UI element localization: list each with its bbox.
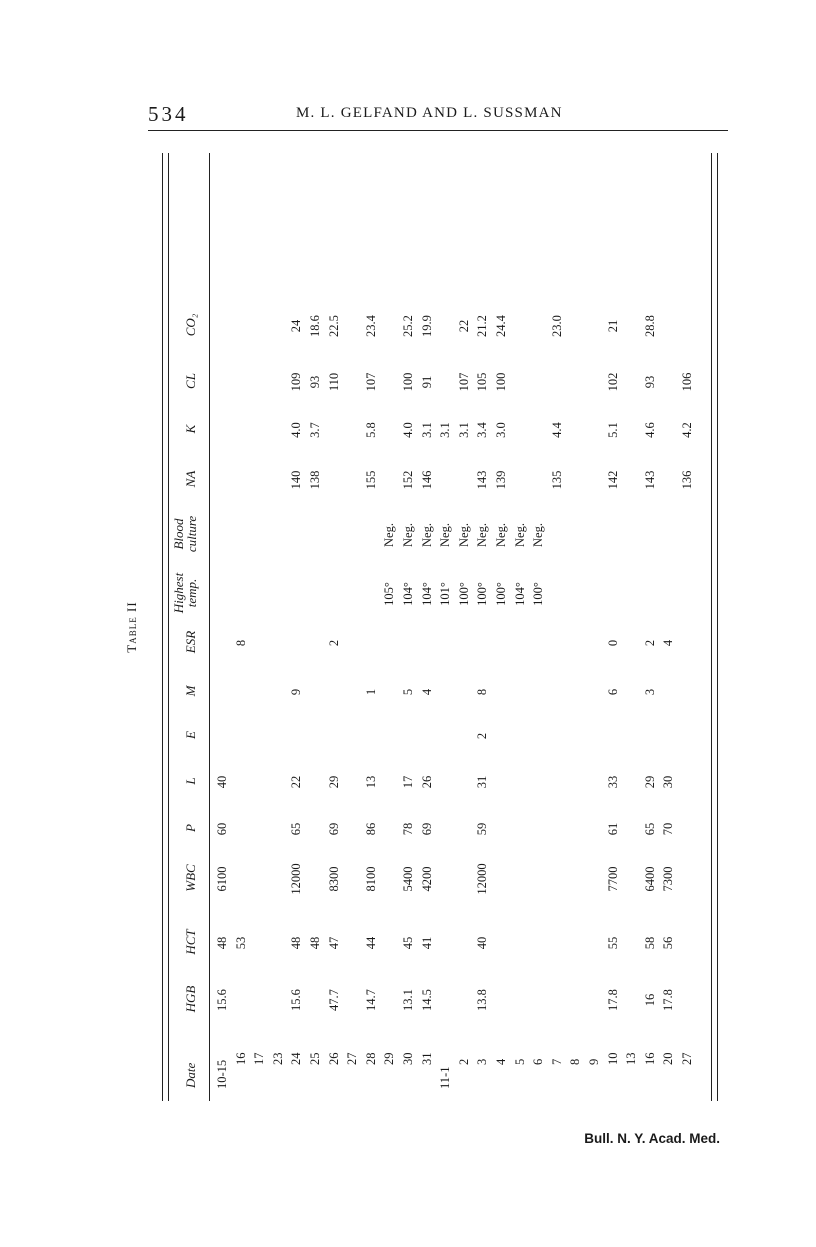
table-cell: 5	[401, 688, 415, 696]
column-header: P	[183, 824, 198, 832]
table-cell: 110	[326, 372, 341, 392]
table-cell: 107	[456, 372, 471, 392]
table-cell: 7700	[605, 866, 620, 892]
column-header: Blood culture	[171, 515, 199, 553]
table-cell: 22	[456, 319, 471, 333]
column-header: Highest temp.	[171, 572, 199, 614]
table-cell: 44	[363, 936, 378, 950]
table-cell: 48	[289, 936, 304, 950]
table-cell: 9	[289, 688, 304, 696]
table-cell: 4.0	[289, 422, 304, 438]
column-header: K	[183, 424, 198, 434]
table-cell: 135	[549, 470, 564, 490]
table-cell: 3.7	[308, 422, 322, 438]
table-cell: 3.4	[475, 422, 490, 438]
table-cell: 25.2	[401, 315, 415, 337]
date-cell: 8	[568, 1058, 583, 1065]
table-cell: 4200	[419, 866, 434, 892]
table-cell: 31	[475, 775, 490, 789]
table-cell: 3.1	[419, 422, 434, 438]
table-cell: 13	[363, 775, 378, 789]
table-cell: 70	[661, 822, 676, 836]
table-cell: 16	[642, 993, 657, 1007]
table-cell: 4.0	[401, 422, 415, 438]
table-cell: 4.6	[642, 422, 657, 438]
table-cell: 12000	[475, 863, 490, 895]
table-cell: 13.8	[475, 989, 490, 1011]
date-cell: 9	[587, 1058, 601, 1065]
column-header: L	[183, 777, 198, 785]
table-cell: 21.2	[475, 315, 490, 337]
table-cell: 4.4	[549, 422, 564, 438]
table-cell: 22.5	[326, 315, 341, 337]
table-cell: 55	[605, 936, 620, 950]
date-cell: 31	[419, 1052, 434, 1065]
column-header: CO₂	[183, 313, 198, 337]
table-cell: 30	[661, 775, 676, 789]
page-header	[148, 102, 728, 131]
table-cell: 18.6	[308, 315, 322, 337]
table-cell: 28.8	[642, 315, 657, 337]
table-cell: 40	[475, 936, 490, 950]
date-cell: 30	[401, 1052, 415, 1065]
table-cell: 40	[215, 775, 229, 789]
table-bottom-rule	[711, 153, 718, 1101]
table-cell: 8300	[326, 866, 341, 892]
table-cell: 104°	[512, 582, 527, 606]
table-cell: 14.7	[363, 989, 378, 1011]
table-cell: 17.8	[661, 989, 676, 1011]
table-cell: 3	[642, 688, 657, 696]
date-cell: 16	[233, 1052, 248, 1065]
table-cell: 8	[475, 688, 490, 696]
table-cell: 47	[326, 936, 341, 950]
date-cell: 23	[270, 1052, 285, 1065]
column-header: NA	[183, 470, 198, 488]
table-cell: 29	[326, 775, 341, 789]
table-cell: 78	[401, 822, 415, 836]
table-cell: 14.5	[419, 989, 434, 1011]
table-cell: Neg.	[531, 523, 546, 547]
table-cell: 100°	[475, 582, 490, 606]
table-cell: Neg.	[456, 523, 471, 547]
table-cell: 56	[661, 936, 676, 950]
date-cell: 24	[289, 1052, 304, 1065]
table-cell: 3.0	[494, 422, 508, 438]
table-cell: 100	[494, 372, 508, 392]
table-cell: 45	[401, 936, 415, 950]
table-cell: 100°	[531, 582, 546, 606]
date-cell: 7	[549, 1058, 564, 1065]
table-cell: 155	[363, 470, 378, 490]
date-cell: 2	[456, 1058, 471, 1065]
table-cell: 101°	[438, 582, 453, 606]
table-cell: 100°	[494, 582, 508, 606]
page-number: 534	[148, 102, 189, 126]
table-cell: 107	[363, 372, 378, 392]
date-cell: 3	[475, 1058, 490, 1065]
table-cell: 91	[419, 375, 434, 389]
table-cell: 69	[419, 822, 434, 836]
table-cell: 19.9	[419, 315, 434, 337]
table-cell: 2	[326, 639, 341, 647]
table-cell: 65	[642, 822, 657, 836]
column-header: M	[183, 685, 198, 697]
table-cell: 104°	[401, 582, 415, 606]
table-cell: 61	[605, 822, 620, 836]
table-cell: 4	[419, 688, 434, 696]
column-header: WBC	[183, 864, 198, 892]
date-cell: 10	[605, 1052, 620, 1065]
table-cell: 100°	[456, 582, 471, 606]
table-caption: Table II	[124, 601, 139, 653]
table-cell: Neg.	[438, 523, 453, 547]
table-cell: 6400	[642, 866, 657, 892]
table-cell: Neg.	[475, 523, 490, 547]
column-header: HCT	[183, 929, 198, 955]
table-cell: 6	[605, 688, 620, 696]
date-cell: 17	[252, 1052, 267, 1065]
table-cell: 146	[419, 470, 434, 490]
column-header: CL	[183, 373, 198, 389]
table-cell: 7300	[661, 866, 676, 892]
running-head: M. L. GELFAND AND L. SUSSMAN	[296, 105, 563, 121]
table-cell: 143	[642, 470, 657, 490]
table-cell: 13.1	[401, 989, 415, 1011]
table-cell: 106	[680, 372, 694, 392]
table-cell: 33	[605, 775, 620, 789]
table-cell: Neg.	[401, 523, 415, 547]
table-cell: 93	[308, 375, 322, 389]
date-cell: 5	[512, 1058, 527, 1065]
journal-footer: Bull. N. Y. Acad. Med.	[584, 1131, 720, 1146]
table-cell: Neg.	[382, 523, 397, 547]
table-cell: 86	[363, 822, 378, 836]
table-cell: 3.1	[456, 422, 471, 438]
table-cell: 139	[494, 470, 508, 490]
table-cell: 17.8	[605, 989, 620, 1011]
table-cell: 53	[233, 936, 248, 950]
table-cell: 65	[289, 822, 304, 836]
table-cell: 142	[605, 470, 620, 490]
table-cell: 6100	[215, 866, 229, 892]
rotated-table-area	[124, 153, 718, 1101]
table-cell: 8	[233, 639, 248, 647]
table-cell: 152	[401, 470, 415, 490]
table-cell: 105°	[382, 582, 397, 606]
date-cell: 4	[494, 1058, 508, 1065]
table-cell: 24.4	[494, 315, 508, 337]
table-cell: 24	[289, 319, 304, 333]
date-cell: 16	[642, 1052, 657, 1065]
table-cell: 12000	[289, 863, 304, 895]
table-cell: 2	[642, 639, 657, 647]
date-cell: 26	[326, 1052, 341, 1065]
table-cell: 4	[661, 639, 676, 647]
table-cell: Neg.	[494, 523, 508, 547]
table-cell: 104°	[419, 582, 434, 606]
table-cell: 105	[475, 372, 490, 392]
table-cell: 21	[605, 319, 620, 333]
table-cell: 58	[642, 936, 657, 950]
date-cell: 6	[531, 1058, 546, 1065]
table-cell: 136	[680, 470, 694, 490]
table-cell: 140	[289, 470, 304, 490]
table-cell: Neg.	[512, 523, 527, 547]
table-cell: 0	[605, 639, 620, 647]
date-cell: 29	[382, 1052, 397, 1065]
column-header: ESR	[183, 630, 198, 654]
date-cell: 11-1	[438, 1066, 453, 1089]
table-cell: 26	[419, 775, 434, 789]
column-header: HGB	[183, 985, 198, 1013]
table-cell: 138	[308, 470, 322, 490]
date-cell: 20	[661, 1052, 676, 1065]
table-cell: 29	[642, 775, 657, 789]
table-cell: 59	[475, 822, 490, 836]
table-cell: 22	[289, 775, 304, 789]
table-cell: 5.8	[363, 422, 378, 438]
table-cell: 48	[215, 936, 229, 950]
table-cell: 93	[642, 375, 657, 389]
table-cell: Neg.	[419, 523, 434, 547]
table-cell: 109	[289, 372, 304, 392]
column-header: Date	[183, 1062, 198, 1088]
table-top-rule	[162, 153, 169, 1101]
table-cell: 60	[215, 822, 229, 836]
table-II	[124, 153, 718, 1101]
table-cell: 2	[475, 732, 490, 740]
date-cell: 10-15	[215, 1059, 229, 1089]
date-cell: 27	[345, 1052, 360, 1065]
table-cell: 8100	[363, 866, 378, 892]
table-cell: 47.7	[326, 989, 341, 1011]
table-cell: 5.1	[605, 422, 620, 438]
table-cell: 23.0	[549, 315, 564, 337]
table-cell: 23.4	[363, 315, 378, 337]
table-cell: 15.6	[215, 989, 229, 1011]
table-cell: 102	[605, 372, 620, 392]
table-cell: 3.1	[438, 422, 453, 438]
date-cell: 13	[624, 1052, 639, 1065]
table-cell: 48	[308, 936, 322, 950]
date-cell: 25	[308, 1052, 322, 1065]
table-cell: 15.6	[289, 989, 304, 1011]
table-cell: 41	[419, 936, 434, 950]
column-header: E	[183, 731, 198, 739]
table-cell: 4.2	[680, 422, 694, 438]
table-header-rule	[209, 153, 210, 1101]
table-cell: 143	[475, 470, 490, 490]
table-cell: 100	[401, 372, 415, 392]
table-cell: 5400	[401, 866, 415, 892]
table-cell: 17	[401, 775, 415, 789]
date-cell: 27	[680, 1052, 694, 1065]
table-cell: 1	[363, 688, 378, 696]
date-cell: 28	[363, 1052, 378, 1065]
table-cell: 69	[326, 822, 341, 836]
